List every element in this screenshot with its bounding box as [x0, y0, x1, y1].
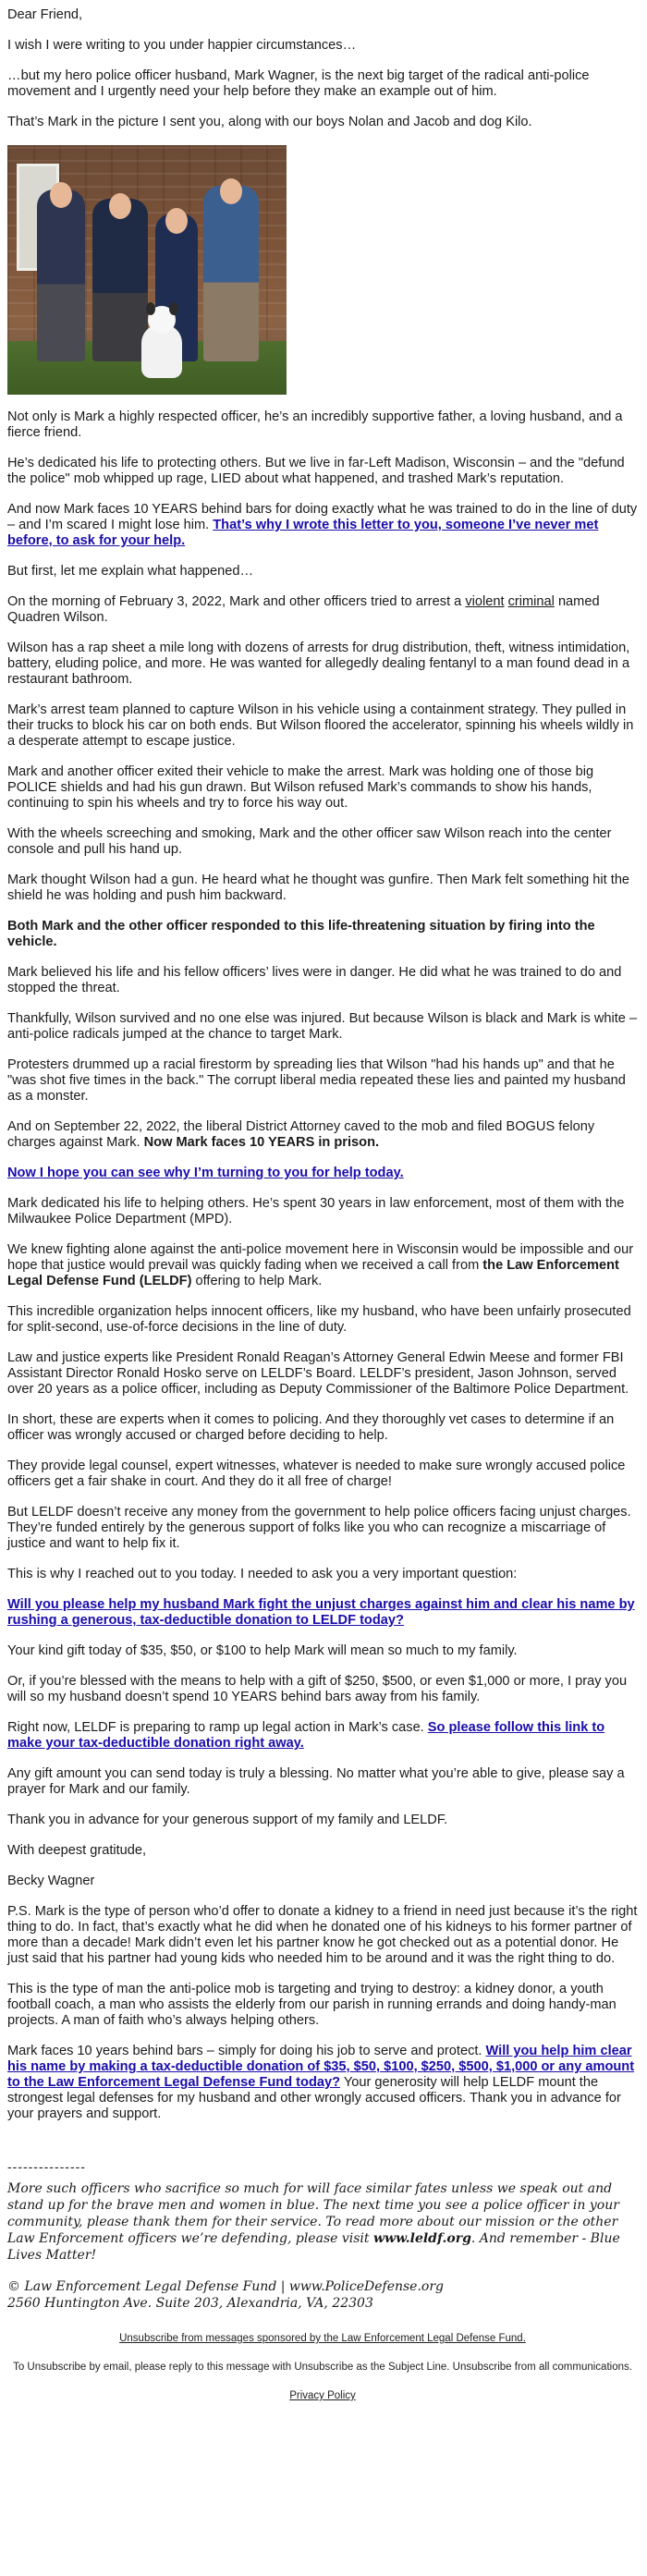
- paragraph: Or, if you’re blessed with the means to help with a gift of $250, $500, or even $1,000 or more, I pray you will so my husband doesn’t spend 10 YEARS behind bars away from his family.: [7, 1674, 628, 1704]
- paragraph: With the wheels screeching and smoking, Mark and the other officer saw Wilson reach into the center console and pull his hand up.: [7, 826, 612, 857]
- paragraph-text: Your generosity will help LELDF mount the strongest legal defenses for my husband and other wrongly accused officers. Thank you in advance for your prayers and support.: [7, 2075, 621, 2121]
- paragraph: [7, 1119, 638, 1151]
- signature: Becky Wagner: [7, 1874, 95, 1888]
- paragraph-text: We knew fighting alone against the anti-police movement here in Wisconsin would be impossible and our hope that justice would prevail was quickly fading when we received a call from: [7, 1242, 634, 1273]
- paragraph: Thankfully, Wilson survived and no one else was injured. But because Wilson is black and Mark is white – anti-police radicals jumped at the chance to target Mark.: [7, 1011, 638, 1042]
- help-link[interactable]: Now I hope you can see why I’m turning to you for help today.: [7, 1166, 404, 1180]
- photo-dog-ear-right: [169, 302, 178, 315]
- photo-person-3-head: [165, 208, 188, 234]
- paragraph: …but my hero police officer husband, Mark Wagner, is the next big target of the radical anti-police movement and I urgently need your help before they make an example out of him.: [7, 68, 590, 99]
- photo-dog-ear-left: [146, 302, 155, 315]
- paragraph: He’s dedicated his life to protecting others. But we live in far-Left Madison, Wisconsin – and the "defund the police" mob whipped up rage, LIED about what happened, and trashed Mark’s reputation.: [7, 456, 625, 486]
- paragraph-text: And now Mark faces 10 YEARS behind bars for doing exactly what he was trained to do in the line of duty – and I’m scared I might lose him.: [7, 502, 638, 532]
- unsubscribe-link[interactable]: Unsubscribe from messages sponsored by the Law Enforcement Legal Defense Fund.: [119, 2333, 526, 2344]
- donate-link-ps[interactable]: Will you help him clear his name by making a tax-deductible donation of $35, $50, $100, $250, $500, $1,000 or any amount to the Law Enforcement Legal Defense Fund today?: [7, 2044, 635, 2090]
- paragraph: Thank you in advance for your generous support of my family and LELDF.: [7, 1813, 448, 1827]
- unsubscribe-sponsored: [7, 2332, 638, 2346]
- photo-person-2: [92, 199, 148, 361]
- postscript: [7, 2044, 638, 2122]
- underlined-word: violent: [465, 594, 505, 609]
- footer-text: . And remember - Blue Lives Matter!: [7, 2231, 620, 2263]
- paragraph: [7, 1597, 638, 1629]
- postscript: This is the type of man the anti-police mob is targeting and trying to destroy: a kidney donor, a youth football coach, a man who assists the elderly from our parish in running errands and doing handy-man projects. A man of faith who’s always helping others.: [7, 1982, 616, 2028]
- paragraph: This incredible organization helps innocent officers, like my husband, who have been unfairly prosecuted for split-second, use-of-force decisions in the line of duty.: [7, 1304, 631, 1335]
- paragraph: This is why I reached out to you today. I needed to ask you a very important question:: [7, 1567, 518, 1581]
- salutation: Dear Friend,: [7, 7, 83, 22]
- footer-address-block: [7, 2278, 638, 2312]
- footer-copyright: © Law Enforcement Legal Defense Fund | www.PoliceDefense.org: [7, 2279, 445, 2294]
- paragraph-text: Mark faces 10 years behind bars – simply for doing his job to serve and protect.: [7, 2044, 486, 2058]
- paragraph: But first, let me explain what happened…: [7, 564, 254, 579]
- paragraph: Any gift amount you can send today is truly a blessing. No matter what you’re able to give, please say a prayer for Mark and our family.: [7, 1766, 625, 1797]
- paragraph: [7, 502, 638, 549]
- privacy-policy-link[interactable]: Privacy Policy: [289, 2390, 356, 2401]
- paragraph: [7, 594, 638, 626]
- paragraph: Your kind gift today of $35, $50, or $100 to help Mark will mean so much to my family.: [7, 1643, 518, 1658]
- photo-person-2-head: [109, 193, 131, 219]
- paragraph: They provide legal counsel, expert witnesses, whatever is needed to make sure wrongly accused police officers get a fair shake in court. And they do it all free of charge!: [7, 1459, 626, 1489]
- paragraph: [7, 1720, 638, 1752]
- paragraph: Mark dedicated his life to helping others. He’s spent 30 years in law enforcement, most of them with the Milwaukee Police Department (MPD).: [7, 1196, 625, 1227]
- footer-address: 2560 Huntington Ave. Suite 203, Alexandria, VA, 22303: [7, 2296, 373, 2311]
- bold-text: Both Mark and the other officer responded to this life-threatening situation by firing into the vehicle.: [7, 919, 595, 949]
- photo-person-4: [203, 186, 259, 361]
- paragraph: Not only is Mark a highly respected officer, he’s an incredibly supportive father, a loving husband, and a fierce friend.: [7, 409, 623, 440]
- paragraph: Mark and another officer exited their vehicle to make the arrest. Mark was holding one of those big POLICE shields and had his gun drawn. But Wilson refused Mark’s commands to show his hands, continuing to spin his wheels and try to force his way out.: [7, 764, 594, 811]
- paragraph-text: On the morning of February 3, 2022, Mark and other officers tried to arrest a: [7, 594, 466, 609]
- paragraph: Mark thought Wilson had a gun. He heard what he thought was gunfire. Then Mark felt something hit the shield he was holding and push him backward.: [7, 873, 630, 903]
- paragraph: [7, 1242, 638, 1289]
- paragraph: Wilson has a rap sheet a mile long with dozens of arrests for drug distribution, theft, witness intimidation, battery, eluding police, and more. He was wanted for allegedly dealing fentanyl to a man found dead in a restaurant bathroom.: [7, 641, 630, 687]
- postscript: P.S. Mark is the type of person who’d offer to donate a kidney to a friend in need just because it’s the right thing to do. In fact, that’s exactly what he did when he donated one of his kidneys to his former partner of more than a decade! Mark didn’t even let his partner know he got checked out as a potential donor. He just said that his partner had young kids who needed him to be around and it was the right thing to do.: [7, 1904, 638, 1966]
- footer-site-link[interactable]: www.leldf.org: [373, 2231, 471, 2246]
- unsubscribe-email: To Unsubscribe by email, please reply to this message with Unsubscribe as the Subject Line. Unsubscribe from all communications.: [13, 2362, 632, 2373]
- privacy-policy: [7, 2389, 638, 2403]
- paragraph: [7, 1166, 638, 1181]
- underlined-word: criminal: [507, 594, 555, 609]
- paragraph-text: named Quadren Wilson.: [7, 594, 600, 625]
- paragraph: But LELDF doesn’t receive any money from the government to help police officers facing unjust charges. They’re funded entirely by the generous support of folks like you who can recognize a miscarriage of justice and want to help fix it.: [7, 1505, 631, 1551]
- paragraph: In short, these are experts when it comes to policing. And they thoroughly vet cases to determine if an officer was wrongly accused or charged before deciding to help.: [7, 1412, 615, 1443]
- photo-person-1: [37, 189, 85, 361]
- donate-link-follow[interactable]: So please follow this link to make your tax-deductible donation right away.: [7, 1720, 605, 1751]
- footer-text: More such officers who sacrifice so much for will face similar fates unless we speak out and stand up for the brave men and women in blue. The next time you see a police officer in your community, please thank them for their service. To read more about our mission or the other Law Enforcement officers we’re defending, please visit: [7, 2181, 619, 2246]
- paragraph-text: And on September 22, 2022, the liberal District Attorney caved to the mob and filed BOGUS felony charges against Mark.: [7, 1119, 595, 1150]
- bold-text: Now Mark faces 10 YEARS in prison.: [143, 1135, 380, 1150]
- photo-person-1-head: [50, 182, 72, 208]
- paragraph-bold: [7, 919, 638, 950]
- paragraph: I wish I were writing to you under happier circumstances…: [7, 38, 357, 53]
- paragraph: Law and justice experts like President Ronald Reagan’s Attorney General Edwin Meese and former FBI Assistant Director Ronald Hosko serve on LELDF’s Board. LELDF’s president, Jason Johnson, served over 20 years as a police officer, including as Deputy Commissioner of the Baltimore Police Department.: [7, 1350, 629, 1397]
- paragraph-text: Right now, LELDF is preparing to ramp up legal action in Mark’s case.: [7, 1720, 428, 1735]
- paragraph: Protesters drummed up a racial firestorm by spreading lies that Wilson "had his hands up" and that he "was shot five times in the back." The corrupt liberal media repeated these lies and painted my husband as a monster.: [7, 1057, 626, 1104]
- family-photo: [7, 145, 287, 395]
- paragraph-text: offering to help Mark.: [191, 1274, 323, 1288]
- paragraph: Mark’s arrest team planned to capture Wilson in his vehicle using a containment strategy. They pulled in their trucks to block his car on both ends. But Wilson floored the accelerator, spinning his wheels wildly in a desperate attempt to escape justice.: [7, 702, 634, 749]
- photo-person-4-head: [220, 178, 242, 204]
- donate-link-question[interactable]: Will you please help my husband Mark fight the unjust charges against him and clear his name by rushing a generous, tax-deductible donation to LELDF today?: [7, 1597, 635, 1628]
- bold-text: the Law Enforcement Legal Defense Fund (LELDF): [7, 1258, 619, 1288]
- separator: ---------------: [7, 2159, 86, 2174]
- footer-message: [7, 2180, 638, 2264]
- donate-link-letter[interactable]: That’s why I wrote this letter to you, someone I’ve never met before, to ask for your help.: [7, 518, 599, 548]
- paragraph: That’s Mark in the picture I sent you, along with our boys Nolan and Jacob and dog Kilo.: [7, 115, 532, 129]
- paragraph: Mark believed his life and his fellow officers’ lives were in danger. He did what he was trained to do and stopped the threat.: [7, 965, 622, 995]
- closing: With deepest gratitude,: [7, 1843, 147, 1858]
